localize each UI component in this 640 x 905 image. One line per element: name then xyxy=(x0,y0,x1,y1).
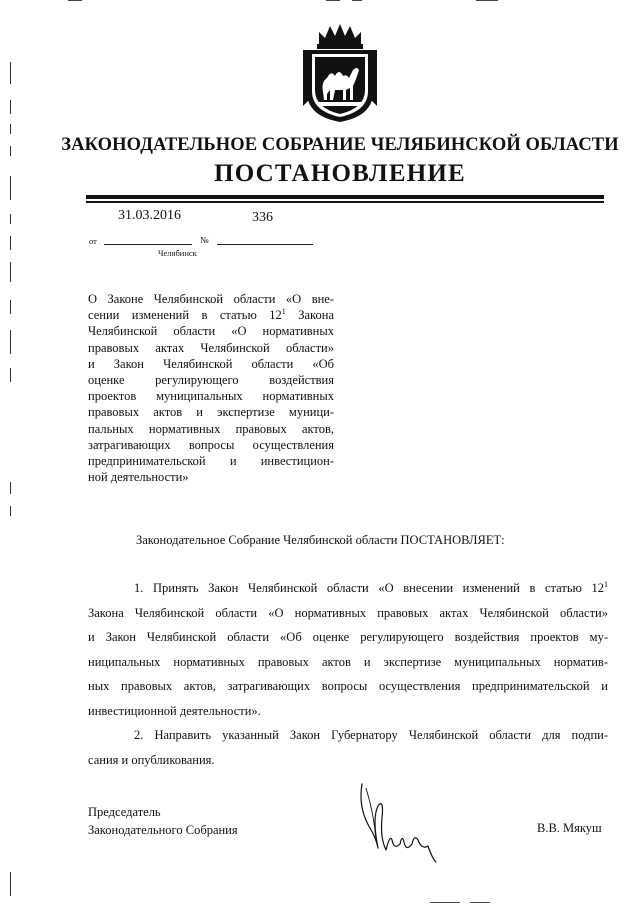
scan-artifact xyxy=(10,62,11,84)
subject-line: Челябинской области «О нормативных xyxy=(88,324,334,339)
paragraph-line: 2. Направить указанный Закон Губернатору Челябинской области для подпи- xyxy=(134,728,608,742)
subject-line: ной деятельности» xyxy=(88,470,189,485)
number-underline xyxy=(217,244,313,245)
document-subject xyxy=(88,291,334,485)
subject-line: правовых актах Челябинской области» xyxy=(88,340,334,355)
document-type-title: ПОСТАНОВЛЕНИЕ xyxy=(214,160,466,187)
scan-artifact xyxy=(10,176,11,200)
paragraph-line: и Закон Челябинской области «Об оценке регулирующего воздействия проектов му- xyxy=(88,630,608,644)
organization-title: ЗАКОНОДАТЕЛЬНОЕ СОБРАНИЕ ЧЕЛЯБИНСКОЙ ОБЛАСТИ xyxy=(61,135,619,155)
scan-artifact xyxy=(10,368,11,382)
scan-artifact xyxy=(10,872,11,896)
subject-line: оценке регулирующего воздействия xyxy=(88,373,334,388)
date-underline xyxy=(104,244,192,245)
handwritten-signature-icon xyxy=(348,778,448,868)
scan-artifact xyxy=(68,0,82,1)
scan-artifact xyxy=(10,236,11,250)
coat-of-arms-icon xyxy=(299,20,381,124)
scan-artifact xyxy=(10,100,11,114)
scan-artifact xyxy=(352,0,362,1)
scan-artifact xyxy=(10,124,11,134)
date-prefix-label: от xyxy=(89,236,97,246)
paragraph-line: ных правовых актов, затрагивающих вопросы осуществления предпринимательской и xyxy=(88,679,608,693)
subject-line: сении изменений в статью $12^1$ Закона xyxy=(88,307,334,323)
paragraph-line: ниципальных нормативных правовых актов и экспертизе муниципальных норматив- xyxy=(88,654,608,669)
scan-artifact xyxy=(10,146,11,156)
scan-artifact xyxy=(470,902,490,903)
scan-artifact xyxy=(326,0,340,1)
subject-line: проектов муниципальных нормативных xyxy=(88,389,334,404)
document-date: 31.03.2016 xyxy=(118,208,181,223)
scan-artifact xyxy=(10,214,11,224)
signatory-name: В.В. Мякуш xyxy=(537,821,602,835)
subject-line: О Законе Челябинской области «О вне- xyxy=(88,292,334,306)
subject-line: пальных нормативных правовых актов, xyxy=(88,421,334,436)
header-divider-thin xyxy=(86,201,604,203)
resolution-preamble: Законодательное Собрание Челябинской области ПОСТАНОВЛЯЕТ: xyxy=(136,533,505,547)
paragraph-line: сания и опубликования. xyxy=(88,752,215,767)
subject-line: и Закон Челябинской области «Об xyxy=(88,356,334,371)
scan-artifact xyxy=(10,330,11,354)
paragraph-line: инвестиционной деятельности». xyxy=(88,703,261,718)
subject-line: затрагивающих вопросы осуществления xyxy=(88,437,334,452)
signatory-position xyxy=(88,803,238,839)
paragraph-line: 1. Принять Закон Челябинской области «О внесении изменений в статью $12^1$ xyxy=(134,579,608,595)
city-label: Челябинск xyxy=(158,248,197,258)
subject-line: правовых актов и экспертизе муници- xyxy=(88,405,334,420)
document-number: 336 xyxy=(252,210,273,225)
paragraph-2 xyxy=(88,723,608,772)
header-divider-thick xyxy=(86,195,604,199)
scan-artifact xyxy=(10,262,11,282)
scan-artifact xyxy=(476,0,498,1)
scan-artifact xyxy=(10,300,11,314)
paragraph-line: Закона Челябинской области «О нормативных правовых актах Челябинской области» xyxy=(88,605,608,620)
scan-artifact xyxy=(430,902,460,903)
scan-artifact xyxy=(10,482,11,494)
scan-artifact xyxy=(10,506,11,516)
position-line: Законодательного Собрания xyxy=(88,823,238,837)
number-prefix-label: № xyxy=(200,235,209,245)
subject-line: предпринимательской и инвестицион- xyxy=(88,454,334,469)
paragraph-1 xyxy=(88,576,608,723)
position-line: Председатель xyxy=(88,805,161,819)
